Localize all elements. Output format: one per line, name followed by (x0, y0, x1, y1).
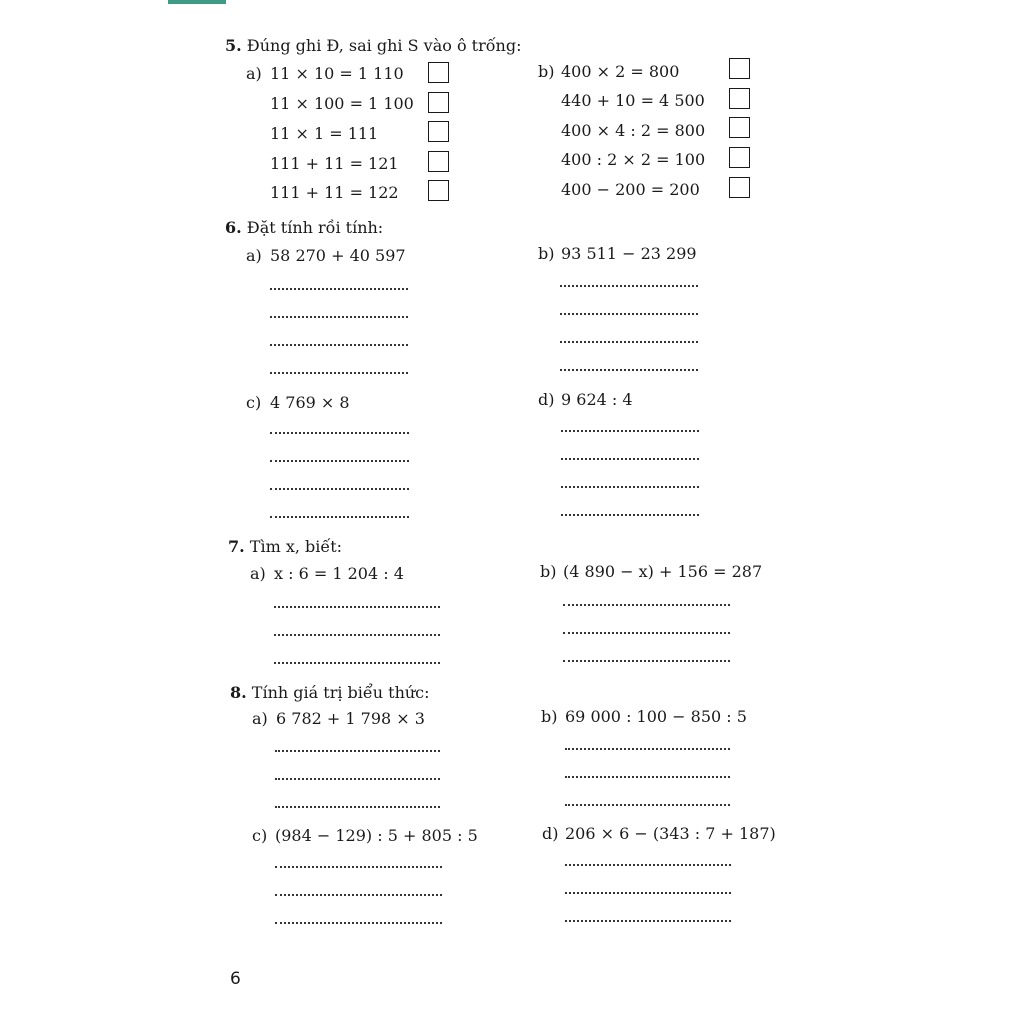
q6-d-answer-line-3[interactable] (561, 486, 699, 488)
q7-b-label: b) (540, 562, 557, 581)
q6-d-answer-line-2[interactable] (561, 458, 699, 460)
q5-a-eq-1: 11 × 10 = 1 110 (270, 64, 404, 83)
q8-c-label: c) (252, 826, 268, 845)
q7-a-answer-line-3[interactable] (274, 662, 440, 664)
q7-heading (228, 537, 342, 556)
q5-b-answer-box-1[interactable] (729, 58, 750, 79)
q8-a-answer-line-2[interactable] (275, 778, 440, 780)
q5-b-answer-box-4[interactable] (729, 147, 750, 168)
q7-b-answer-line-2[interactable] (563, 632, 730, 634)
q7-a-answer-line-1[interactable] (274, 606, 440, 608)
q8-a-answer-line-1[interactable] (275, 750, 440, 752)
q7-b-answer-line-1[interactable] (563, 604, 730, 606)
q7-b-expr: (4 890 − x) + 156 = 287 (563, 562, 763, 581)
q6-a-answer-line-1[interactable] (270, 288, 408, 290)
q5-a-answer-box-3[interactable] (428, 121, 449, 142)
q8-a-answer-line-3[interactable] (275, 806, 440, 808)
q5-a-answer-box-2[interactable] (428, 92, 449, 113)
q6-number: 6. (225, 218, 242, 237)
q6-d-expr: 9 624 : 4 (561, 390, 633, 409)
q8-b-answer-line-3[interactable] (565, 804, 730, 806)
q8-a-label: a) (252, 709, 268, 728)
q8-title: Tính giá trị biểu thức: (251, 683, 430, 702)
q8-b-label: b) (541, 707, 558, 726)
q5-number: 5. (225, 36, 242, 55)
q6-b-answer-line-2[interactable] (560, 313, 698, 315)
q6-a-answer-line-4[interactable] (270, 372, 408, 374)
q5-heading (225, 36, 521, 55)
q8-c-answer-line-1[interactable] (275, 866, 442, 868)
q5-b-label: b) (538, 62, 555, 81)
q6-d-answer-line-1[interactable] (561, 430, 699, 432)
q5-b-answer-box-2[interactable] (729, 88, 750, 109)
q6-b-answer-line-1[interactable] (560, 285, 698, 287)
q6-c-answer-line-1[interactable] (270, 432, 409, 434)
q6-d-answer-line-4[interactable] (561, 514, 699, 516)
q7-a-answer-line-2[interactable] (274, 634, 440, 636)
q6-c-answer-line-2[interactable] (270, 460, 409, 462)
q6-b-answer-line-4[interactable] (560, 369, 698, 371)
q6-a-expr: 58 270 + 40 597 (270, 246, 406, 265)
q8-d-expr: 206 × 6 − (343 : 7 + 187) (565, 824, 776, 843)
q8-c-expr: (984 − 129) : 5 + 805 : 5 (275, 826, 478, 845)
q6-a-answer-line-2[interactable] (270, 316, 408, 318)
q5-a-eq-2: 11 × 100 = 1 100 (270, 94, 414, 113)
q5-b-eq-5: 400 − 200 = 200 (561, 180, 700, 199)
q5-b-answer-box-5[interactable] (729, 177, 750, 198)
q8-a-expr: 6 782 + 1 798 × 3 (276, 709, 425, 728)
q6-c-answer-line-4[interactable] (270, 516, 409, 518)
q6-b-expr: 93 511 − 23 299 (561, 244, 697, 263)
q5-a-eq-4: 111 + 11 = 121 (270, 154, 399, 173)
q5-b-eq-3: 400 × 4 : 2 = 800 (561, 121, 706, 140)
q7-number: 7. (228, 537, 245, 556)
q5-a-answer-box-5[interactable] (428, 180, 449, 201)
q8-number: 8. (230, 683, 247, 702)
q8-b-answer-line-2[interactable] (565, 776, 730, 778)
q8-d-answer-line-1[interactable] (565, 864, 731, 866)
q5-b-eq-1: 400 × 2 = 800 (561, 62, 680, 81)
q6-heading (225, 218, 383, 237)
q6-b-answer-line-3[interactable] (560, 341, 698, 343)
q5-a-answer-box-1[interactable] (428, 62, 449, 83)
q5-b-answer-box-3[interactable] (729, 117, 750, 138)
q6-d-label: d) (538, 390, 555, 409)
q8-heading (230, 683, 430, 702)
q7-a-label: a) (250, 564, 266, 583)
q8-d-answer-line-2[interactable] (565, 892, 731, 894)
page-number: 6 (230, 969, 241, 989)
q6-c-expr: 4 769 × 8 (270, 393, 350, 412)
q7-b-answer-line-3[interactable] (563, 660, 730, 662)
q8-c-answer-line-3[interactable] (275, 922, 442, 924)
q8-b-answer-line-1[interactable] (565, 748, 730, 750)
q5-a-eq-3: 11 × 1 = 111 (270, 124, 379, 143)
q5-b-eq-2: 440 + 10 = 4 500 (561, 91, 705, 110)
q7-a-expr: x : 6 = 1 204 : 4 (274, 564, 404, 583)
q6-a-label: a) (246, 246, 262, 265)
q6-a-answer-line-3[interactable] (270, 344, 408, 346)
q8-b-expr: 69 000 : 100 − 850 : 5 (565, 707, 747, 726)
q8-d-label: d) (542, 824, 559, 843)
q6-title: Đặt tính rồi tính: (246, 218, 384, 237)
q6-c-answer-line-3[interactable] (270, 488, 409, 490)
q8-d-answer-line-3[interactable] (565, 920, 731, 922)
q5-b-eq-4: 400 : 2 × 2 = 100 (561, 150, 706, 169)
q5-a-eq-5: 111 + 11 = 122 (270, 183, 399, 202)
page-top-accent (168, 0, 226, 4)
q6-c-label: c) (246, 393, 262, 412)
q5-a-answer-box-4[interactable] (428, 151, 449, 172)
q5-title: Đúng ghi Đ, sai ghi S vào ô trống: (246, 36, 522, 55)
q6-b-label: b) (538, 244, 555, 263)
q5-a-label: a) (246, 64, 262, 83)
q8-c-answer-line-2[interactable] (275, 894, 442, 896)
q7-title: Tìm x, biết: (249, 537, 343, 556)
